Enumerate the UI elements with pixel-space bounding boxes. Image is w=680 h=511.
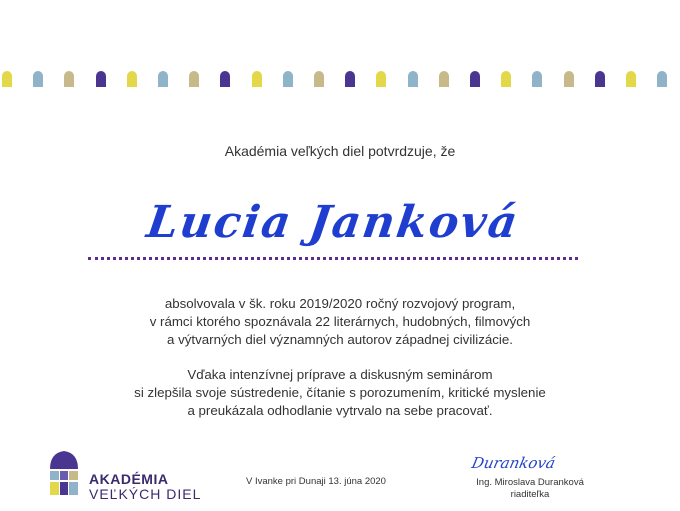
decorative-arch <box>470 71 480 87</box>
academy-logo-wordmark <box>89 472 201 502</box>
decorative-arch <box>314 71 324 87</box>
name-dotted-underline <box>88 257 578 260</box>
handwritten-signature: Duranková <box>470 454 557 472</box>
recipient-block <box>88 195 578 265</box>
place-and-date: V Ivanke pri Dunaji 13. júna 2020 <box>246 476 386 487</box>
decorative-arch <box>501 71 511 87</box>
decorative-arch <box>283 71 293 87</box>
achievement-description <box>0 366 680 420</box>
decorative-arch <box>158 71 168 87</box>
logo-line-2: VEĽKÝCH DIEL <box>89 486 202 502</box>
program-line-3: a výtvarných diel významných autorov západnej civilizácie. <box>167 332 513 347</box>
signatory-role: riaditeľka <box>510 489 550 500</box>
logo-line-1: AKADÉMIA <box>89 471 169 487</box>
program-line-2: v rámci ktorého spoznávala 22 literárnych, hudobných, filmových <box>149 314 531 329</box>
decorative-arch <box>564 71 574 87</box>
decorative-arch <box>345 71 355 87</box>
decorative-arch <box>376 71 386 87</box>
decorative-arch <box>595 71 605 87</box>
decorative-arch <box>626 71 636 87</box>
program-description <box>0 295 680 349</box>
decorative-arch <box>408 71 418 87</box>
decorative-arch <box>252 71 262 87</box>
decorative-arch <box>220 71 230 87</box>
decorative-arch <box>33 71 43 87</box>
achievement-line-2: si zlepšila svoje sústredenie, čítanie s porozumením, kritické myslenie <box>134 385 546 400</box>
signatory-block <box>430 477 630 501</box>
decorative-arch <box>127 71 137 87</box>
decorative-arch <box>96 71 106 87</box>
decorative-arch <box>2 71 12 87</box>
achievement-line-1: Vďaka intenzívnej príprave a diskusným seminárom <box>187 367 493 382</box>
decorative-arch <box>189 71 199 87</box>
achievement-line-3: a preukázala odhodlanie vytrvalo na sebe pracovať. <box>187 403 493 418</box>
certificate-intro: Akadémia veľkých diel potvrdzuje, že <box>224 143 456 159</box>
academy-logo-icon <box>46 449 82 497</box>
decorative-arch <box>439 71 449 87</box>
recipient-name: Lucia Janková <box>143 197 523 248</box>
decorative-arch <box>64 71 74 87</box>
signatory-name: Ing. Miroslava Duranková <box>476 477 584 488</box>
decorative-arch <box>657 71 667 87</box>
decorative-arch-border <box>0 71 680 91</box>
program-line-1: absolvovala v šk. roku 2019/2020 ročný rozvojový program, <box>164 296 516 311</box>
decorative-arch <box>532 71 542 87</box>
